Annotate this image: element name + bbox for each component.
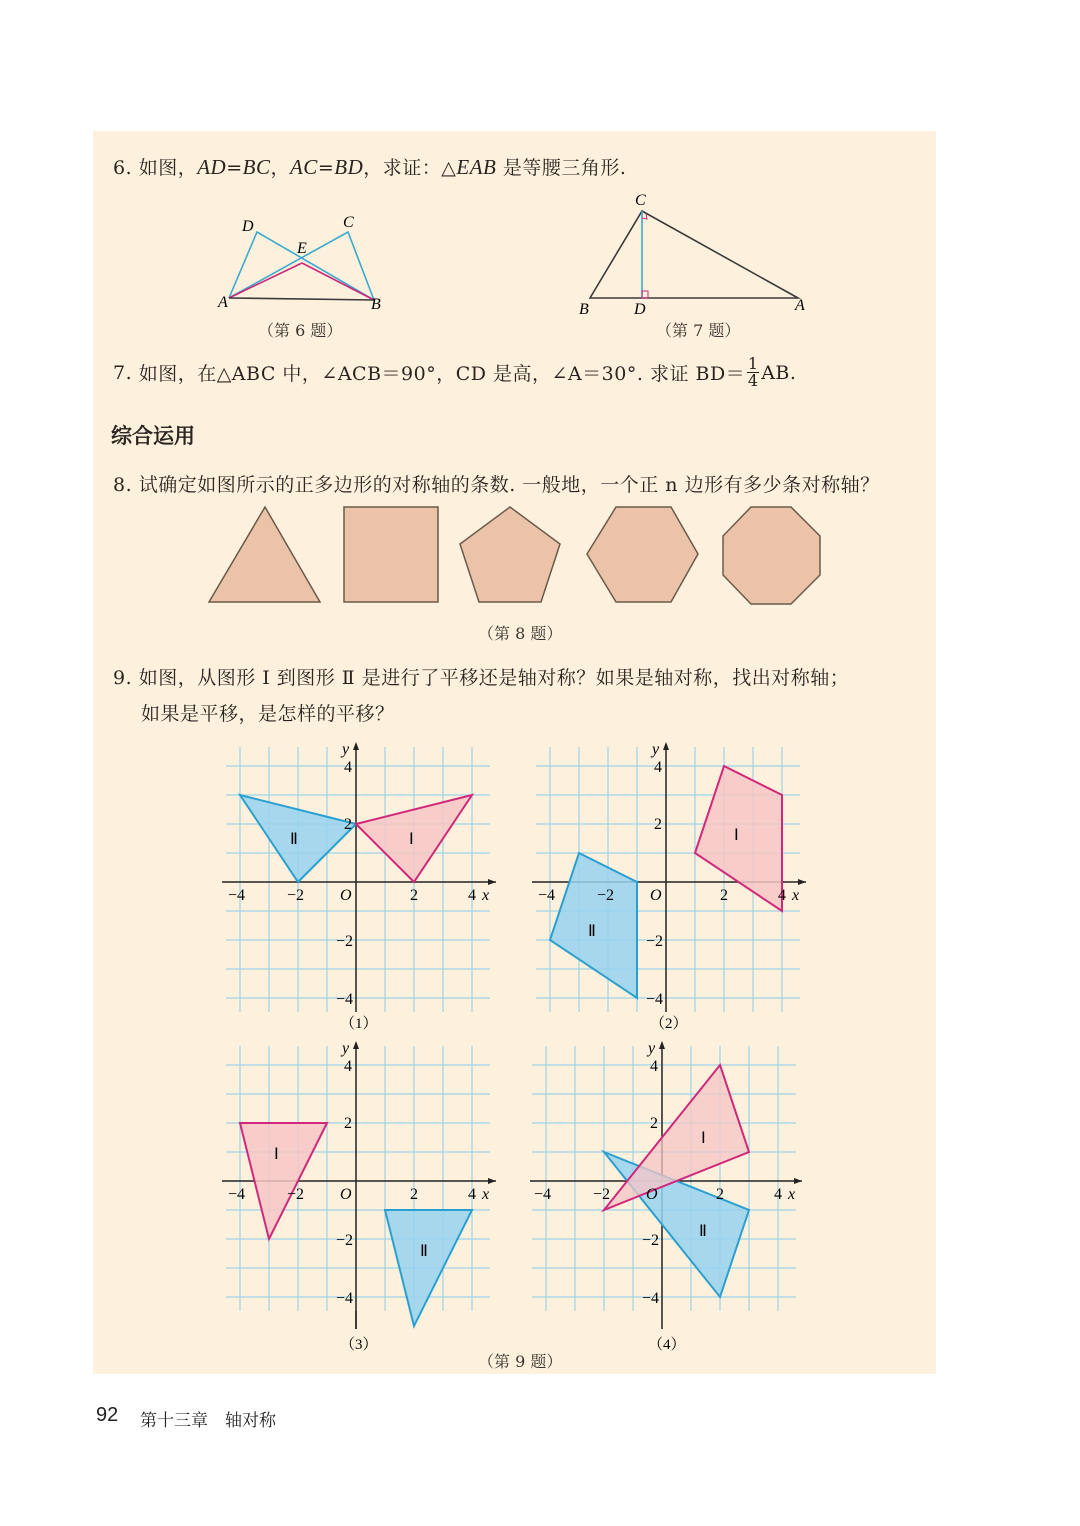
axis-label-x: x (788, 1186, 796, 1203)
equilateral-triangle (209, 507, 320, 602)
tick-y: −2 (336, 933, 354, 950)
tick-y: 2 (344, 1115, 352, 1132)
question-number: 8. (113, 474, 133, 496)
tick-x: −4 (538, 887, 556, 904)
tick-x: 2 (410, 887, 418, 904)
question-text: ，求证：△ (363, 157, 457, 179)
question-9-line-2: 如果是平移，是怎样的平移？ (141, 703, 395, 725)
question-7 (113, 356, 796, 389)
tick-y: 4 (654, 759, 662, 776)
tick-y: −2 (336, 1232, 354, 1249)
point-label-E: E (297, 240, 307, 257)
origin-label: O (650, 887, 662, 904)
figure-8-polygons (200, 500, 840, 610)
label-I: Ⅰ (274, 1146, 279, 1163)
regular-pentagon (460, 507, 560, 602)
question-9-line-1 (113, 663, 849, 690)
regular-hexagon (587, 507, 698, 602)
label-II: Ⅱ (420, 1243, 428, 1260)
math-var: BD (334, 155, 364, 179)
grid-3 (220, 1035, 500, 1360)
fraction-numerator: 1 (747, 354, 759, 373)
point-label-B: B (579, 301, 589, 318)
tick-y: −4 (642, 1290, 660, 1307)
tick-x: 4 (774, 1186, 782, 1203)
question-text: 如图，在△ABC 中，∠ACB＝90°，CD 是高，∠A＝30°. 求证 BD＝ (138, 363, 746, 385)
chapter-title: 第十三章 轴对称 (140, 1411, 276, 1431)
sub-caption: （2） (650, 1016, 688, 1032)
question-number: 7. (113, 361, 133, 384)
sub-caption: （4） (648, 1337, 686, 1353)
question-text: 如图， (138, 157, 198, 179)
tick-y: −2 (642, 1232, 660, 1249)
question-number: 6. (113, 157, 133, 179)
tick-y: 4 (650, 1058, 658, 1075)
label-II: Ⅱ (290, 831, 298, 848)
figure-6-caption: （第 6 题） (258, 321, 343, 340)
label-II: Ⅱ (699, 1223, 707, 1240)
tick-y: 4 (344, 1058, 352, 1075)
axis-label-y: y (652, 741, 660, 758)
tick-y: −4 (336, 991, 354, 1008)
sub-caption: （1） (340, 1016, 378, 1032)
origin-label: O (340, 1186, 352, 1203)
point-label-C: C (343, 214, 354, 231)
tick-x: 2 (716, 1186, 724, 1203)
figure-7-diagram (575, 190, 815, 320)
label-I: Ⅰ (701, 1130, 706, 1147)
question-6 (113, 153, 626, 180)
axis-label-x: x (792, 887, 800, 904)
tick-x: −2 (287, 1186, 305, 1203)
axis-label-x: x (482, 887, 490, 904)
equals: = (317, 157, 335, 179)
point-label-A: A (218, 294, 228, 311)
tick-x: −2 (593, 1186, 611, 1203)
grid-2 (530, 740, 810, 1035)
axis-label-y: y (342, 741, 350, 758)
point-label-D: D (634, 301, 646, 318)
question-8 (113, 470, 880, 497)
question-text: AB. (761, 361, 797, 384)
axis-label-y: y (648, 1040, 656, 1057)
label-I: Ⅰ (734, 827, 739, 844)
tick-x: −4 (534, 1186, 552, 1203)
question-text: 如图，从图形 Ⅰ 到图形 Ⅱ 是进行了平移还是轴对称？如果是轴对称，找出对称轴； (138, 667, 850, 689)
grid-4 (530, 1035, 810, 1360)
math-var: AC (289, 155, 318, 179)
figure-6-diagram (215, 205, 395, 315)
tick-x: −4 (228, 887, 246, 904)
axis-label-y: y (342, 1040, 350, 1057)
tick-y: 4 (344, 759, 352, 776)
tick-y: 2 (344, 816, 352, 833)
point-label-D: D (242, 218, 254, 235)
tick-y: 2 (654, 816, 662, 833)
point-label-A: A (795, 297, 805, 314)
tick-x: 4 (468, 887, 476, 904)
tick-y: −4 (646, 991, 664, 1008)
square (344, 507, 438, 602)
tick-x: 2 (720, 887, 728, 904)
section-title: 综合运用 (111, 424, 195, 448)
question-number: 9. (113, 667, 133, 689)
tick-y: 2 (650, 1115, 658, 1132)
math-var: BC (242, 155, 271, 179)
math-var: AD (197, 155, 227, 179)
separator: ， (270, 157, 290, 179)
regular-octagon (723, 507, 820, 604)
origin-label: O (340, 887, 352, 904)
question-text: 是等腰三角形. (496, 157, 627, 179)
point-label-B: B (371, 296, 381, 313)
figure-9-caption: （第 9 题） (478, 1352, 563, 1371)
tick-y: −4 (336, 1290, 354, 1307)
figure-7-caption: （第 7 题） (656, 321, 741, 340)
sub-caption: （3） (340, 1337, 378, 1353)
tick-x: 4 (778, 887, 786, 904)
tick-x: −2 (597, 887, 615, 904)
fraction-denominator: 4 (747, 371, 759, 390)
axis-label-x: x (482, 1186, 490, 1203)
math-var: EAB (456, 155, 497, 179)
label-II: Ⅱ (588, 923, 596, 940)
tick-y: −2 (646, 933, 664, 950)
origin-label: O (646, 1186, 658, 1203)
grid-1 (220, 740, 500, 1035)
point-label-C: C (635, 192, 646, 209)
tick-x: 2 (410, 1186, 418, 1203)
page-number: 92 (96, 1404, 119, 1426)
tick-x: −4 (228, 1186, 246, 1203)
tick-x: 4 (468, 1186, 476, 1203)
question-text: 试确定如图所示的正多边形的对称轴的条数. 一般地，一个正 n 边形有多少条对称轴？ (138, 474, 880, 496)
tick-x: −2 (287, 887, 305, 904)
label-I: Ⅰ (409, 831, 414, 848)
equals: = (226, 157, 243, 179)
figure-8-caption: （第 8 题） (478, 624, 563, 643)
fraction-one-quarter (747, 356, 759, 389)
